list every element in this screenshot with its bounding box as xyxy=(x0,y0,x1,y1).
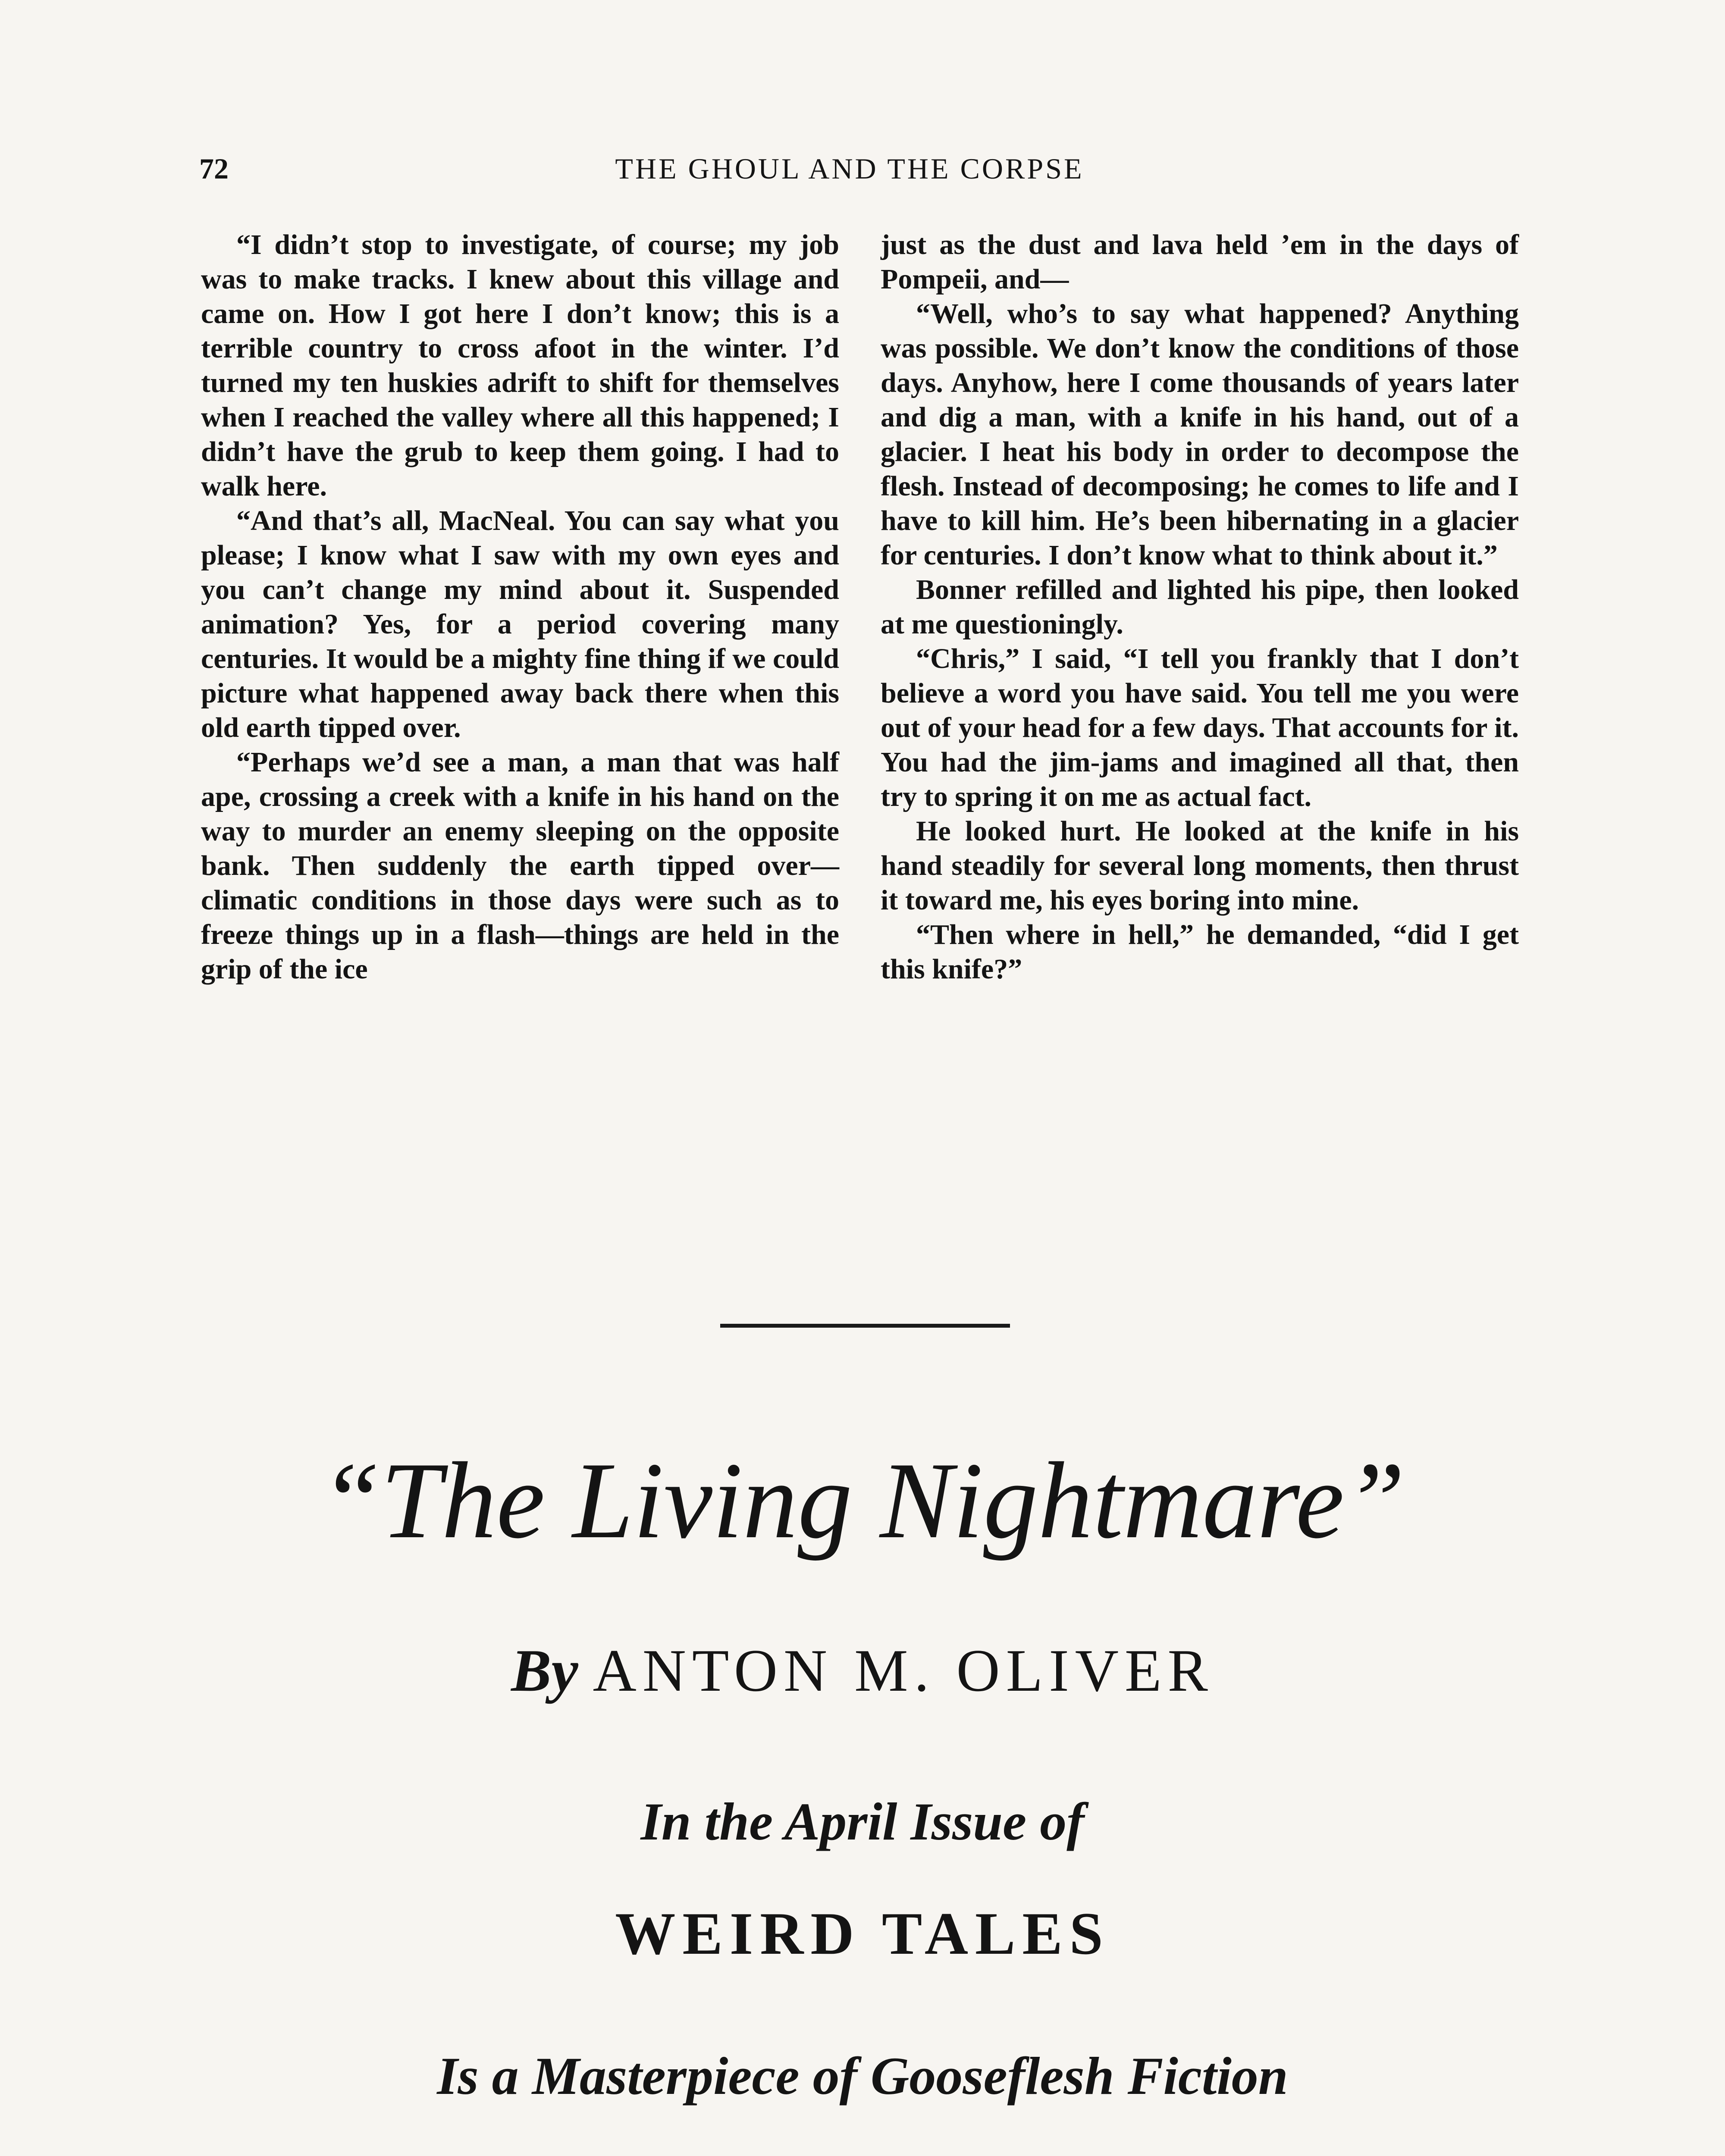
story-column-left xyxy=(201,228,839,987)
author-name: ANTON M. OLIVER xyxy=(593,1637,1214,1704)
story-paragraph: just as the dust and lava held ’em in the days of Pompeii, and— xyxy=(881,229,1519,295)
story-column-right xyxy=(881,228,1519,987)
magazine-name: WEIRD TALES xyxy=(615,1900,1110,1967)
story-paragraph: Bonner refilled and lighted his pipe, then looked at me questioningly. xyxy=(881,574,1519,640)
story-paragraph: “And that’s all, MacNeal. You can say what you please; I know what I saw with my own eyes and you can’t change my mind about it. Suspended animation? Yes, for a period covering many centuries. It would be a mighty fine thing if we could picture what happened away back there when this old earth tipped over. xyxy=(201,505,839,743)
issue-line: In the April Issue of xyxy=(640,1792,1085,1851)
story-paragraph: “Well, who’s to say what happened? Anything was possible. We don’t know the conditions of those days. Anyhow, here I come thousands of years later and dig a man, with a knife in his hand, out of a glacier. I heat his body in order to decompose the flesh. Instead of decomposing; he comes to life and I have to kill him. He’s been hibernating in a glacier for centuries. I don’t know what to think about it.” xyxy=(881,298,1519,571)
running-head: THE GHOUL AND THE CORPSE xyxy=(615,152,1084,185)
ad-byline xyxy=(129,1634,1596,1708)
story-paragraph: “I didn’t stop to investigate, of course; my job was to make tracks. I knew about this village and came on. How I got here I don’t know; this is a terrible country to cross afoot in the winter. I’d turned my ten huskies adrift to shift for themselves when I reached the valley where all this happened; I didn’t have the grub to keep them going. I had to walk here. xyxy=(201,229,839,502)
story-paragraph: “Then where in hell,” he demanded, “did I get this knife?” xyxy=(881,919,1519,985)
ad-title: “The Living Nightmare” xyxy=(320,1440,1405,1561)
story-paragraph: “Chris,” I said, “I tell you frankly that I don’t believe a word you have said. You tell me you were out of your head for a few days. That accounts for it. You had the jim-jams and imagined all that, then try to spring it on me as actual fact. xyxy=(881,643,1519,812)
story-paragraph: He looked hurt. He looked at the knife in his hand steadily for several long moments, then thrust it toward me, his eyes boring into mine. xyxy=(881,815,1519,916)
ad-tagline: Is a Masterpiece of Gooseflesh Fiction xyxy=(437,2046,1288,2106)
page-number: 72 xyxy=(199,152,229,185)
byline-prefix: By xyxy=(511,1637,578,1704)
section-divider xyxy=(720,1324,1010,1328)
story-paragraph: “Perhaps we’d see a man, a man that was half ape, crossing a creek with a knife in his hand on the way to murder an enemy sleeping on the opposite bank. Then suddenly the earth tipped over—climatic conditions in those days were such as to freeze things up in a flash—things are held in the grip of the ice xyxy=(201,746,839,985)
